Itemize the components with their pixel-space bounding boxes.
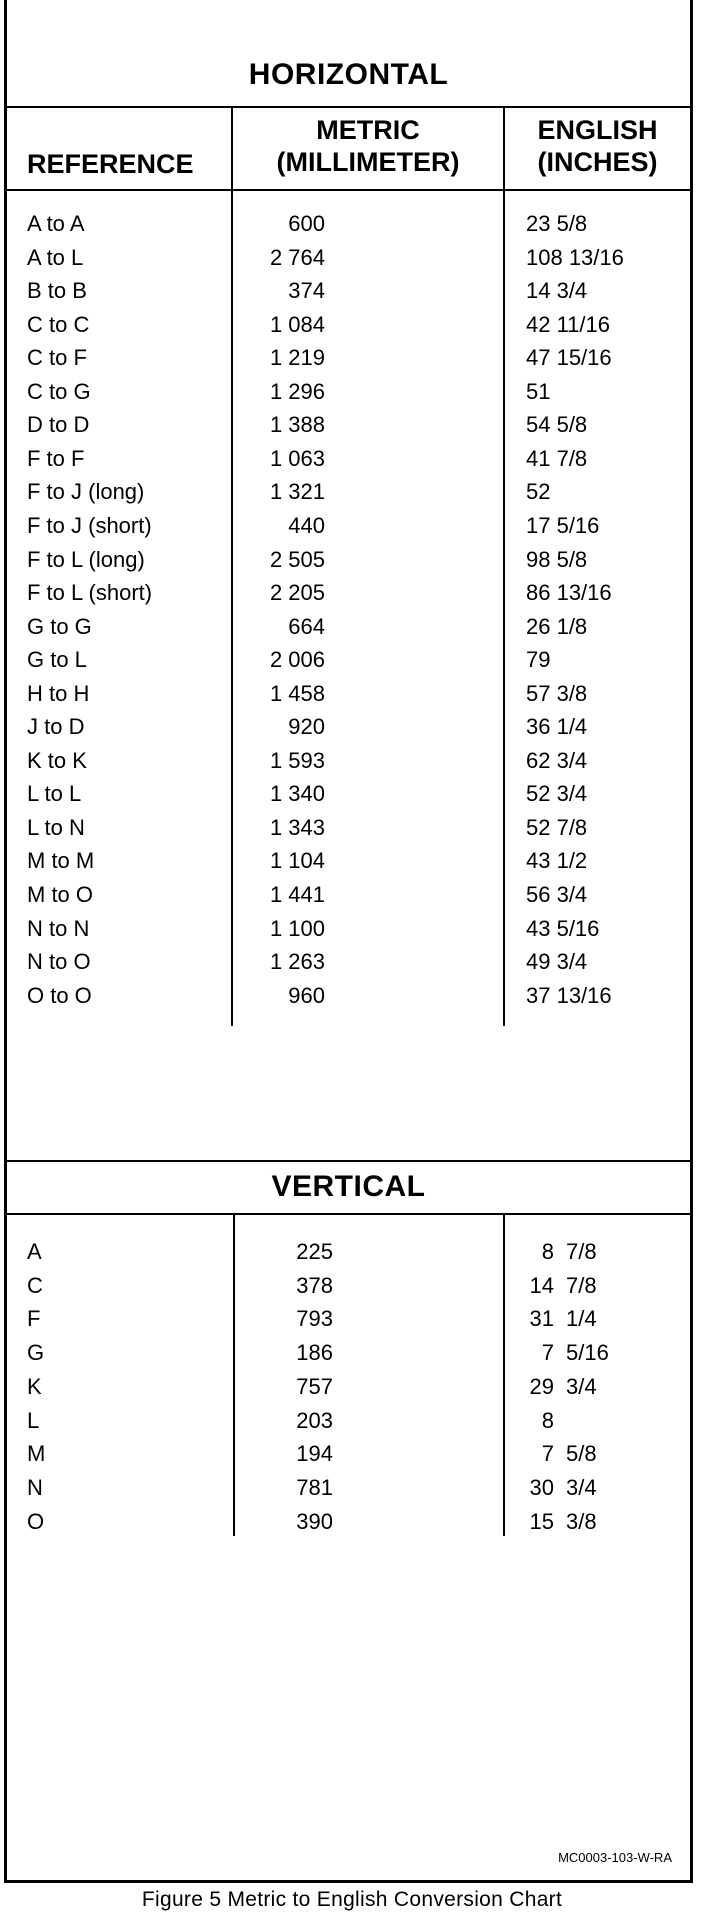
metric-cell: 664 — [288, 613, 325, 639]
reference-column-header: REFERENCE — [27, 149, 194, 179]
table-row — [7, 811, 690, 845]
reference-cell: F to J (long) — [27, 479, 145, 505]
metric-cell: 2 006 — [269, 647, 325, 673]
metric-cell: 2 205 — [269, 580, 325, 606]
table-row — [7, 475, 690, 509]
reference-cell: F to F — [27, 445, 85, 471]
english-cell: 47 15/16 — [526, 345, 612, 371]
english-whole-cell: 8 — [541, 1407, 554, 1433]
english-cell: 56 3/4 — [526, 882, 588, 907]
reference-cell: M to M — [27, 848, 95, 874]
metric-cell: 1 104 — [269, 848, 325, 874]
metric-cell: 600 — [288, 211, 325, 236]
figure-code: MC0003-103-W-RA — [558, 1850, 672, 1865]
reference-cell: K to K — [27, 747, 87, 773]
reference-cell: N to O — [27, 949, 91, 975]
reference-cell: A — [27, 1239, 42, 1264]
metric-cell: 186 — [296, 1340, 333, 1366]
reference-cell: L to L — [27, 781, 82, 807]
metric-cell: 225 — [296, 1239, 333, 1264]
metric-cell: 1 321 — [269, 479, 325, 505]
table-row — [7, 274, 690, 308]
english-cell: 52 3/4 — [526, 781, 588, 807]
english-cell: 14 3/4 — [526, 278, 588, 304]
table-row — [7, 1235, 690, 1269]
metric-cell: 1 296 — [269, 378, 325, 404]
english-fraction-cell: 5/8 — [566, 1441, 597, 1467]
english-whole-cell: 7 — [541, 1441, 554, 1467]
table-row — [7, 912, 690, 946]
table-row — [7, 341, 690, 375]
horizontal-title-divider — [7, 106, 690, 108]
english-cell: 98 5/8 — [526, 546, 588, 572]
metric-cell: 1 458 — [269, 680, 325, 706]
vertical-title-divider — [7, 1213, 690, 1215]
table-row — [7, 375, 690, 409]
table-row — [7, 308, 690, 342]
table-row — [7, 1269, 690, 1303]
reference-cell: H to H — [27, 680, 90, 706]
metric-cell: 1 441 — [269, 882, 325, 907]
table-row — [7, 643, 690, 677]
table-row — [7, 207, 690, 241]
english-cell: 36 1/4 — [526, 714, 588, 740]
english-whole-cell: 15 — [529, 1508, 554, 1534]
metric-cell: 781 — [296, 1474, 333, 1500]
metric-cell: 793 — [296, 1306, 333, 1332]
english-cell: 54 5/8 — [526, 412, 588, 438]
reference-cell: G — [27, 1340, 45, 1366]
metric-header-line2: (MILLIMETER) — [276, 147, 460, 177]
table-row — [7, 1336, 690, 1370]
figure-caption: Figure 5 Metric to English Conversion Chart — [141, 1888, 563, 1911]
metric-cell: 378 — [296, 1272, 333, 1298]
english-cell: 23 5/8 — [526, 211, 588, 236]
english-whole-cell: 30 — [529, 1474, 554, 1500]
table-row — [7, 744, 690, 778]
metric-cell: 1 263 — [269, 949, 325, 975]
english-cell: 37 13/16 — [526, 982, 612, 1008]
english-cell: 17 5/16 — [526, 512, 600, 538]
reference-cell: M to O — [27, 882, 94, 907]
table-row — [7, 1370, 690, 1404]
metric-cell: 203 — [296, 1407, 333, 1433]
reference-cell: C to G — [27, 378, 91, 404]
reference-cell: G to L — [27, 647, 87, 673]
table-row — [7, 543, 690, 577]
reference-cell: K — [27, 1373, 42, 1399]
table-row — [7, 1404, 690, 1438]
english-cell: 26 1/8 — [526, 613, 588, 639]
english-whole-cell: 31 — [529, 1306, 554, 1332]
english-cell: 51 — [526, 378, 551, 404]
english-cell: 43 1/2 — [526, 848, 588, 874]
english-whole-cell: 29 — [529, 1373, 554, 1399]
vertical-section-title: VERTICAL — [271, 1170, 426, 1203]
english-fraction-cell: 1/4 — [566, 1306, 597, 1332]
reference-cell: C to C — [27, 311, 90, 337]
reference-cell: L — [27, 1407, 40, 1433]
table-row — [7, 844, 690, 878]
metric-cell: 390 — [296, 1508, 333, 1534]
reference-cell: F — [27, 1306, 41, 1332]
english-cell: 79 — [526, 647, 551, 673]
reference-cell: O to O — [27, 982, 92, 1008]
metric-cell: 1 063 — [269, 445, 325, 471]
english-cell: 108 13/16 — [526, 244, 624, 270]
english-column-header — [505, 114, 690, 178]
reference-cell: F to L (short) — [27, 580, 153, 606]
english-cell: 43 5/16 — [526, 915, 600, 941]
metric-cell: 1 388 — [269, 412, 325, 438]
table-row — [7, 610, 690, 644]
table-row — [7, 677, 690, 711]
reference-cell: C — [27, 1272, 43, 1298]
table-row — [7, 1471, 690, 1505]
table-row — [7, 241, 690, 275]
reference-cell: D to D — [27, 412, 90, 438]
english-fraction-cell: 3/4 — [566, 1474, 597, 1500]
english-whole-cell: 7 — [541, 1340, 554, 1366]
table-row — [7, 777, 690, 811]
reference-cell: F to L (long) — [27, 546, 145, 572]
reference-cell: J to D — [27, 714, 85, 740]
horizontal-section-title: HORIZONTAL — [248, 58, 449, 91]
metric-cell: 194 — [296, 1441, 333, 1467]
english-fraction-cell: 3/8 — [566, 1508, 597, 1534]
table-row — [7, 1302, 690, 1336]
metric-cell: 2 505 — [269, 546, 325, 572]
conversion-chart-frame — [4, 0, 693, 1883]
reference-cell: N — [27, 1474, 43, 1500]
metric-cell: 757 — [296, 1373, 333, 1399]
metric-cell: 2 764 — [269, 244, 325, 270]
metric-cell: 1 084 — [269, 311, 325, 337]
metric-cell: 1 100 — [269, 915, 325, 941]
table-row — [7, 1437, 690, 1471]
english-fraction-cell: 5/16 — [566, 1340, 609, 1366]
english-header-line2: (INCHES) — [537, 147, 658, 177]
metric-cell: 440 — [288, 512, 325, 538]
reference-cell: G to G — [27, 613, 92, 639]
english-header-line1: ENGLISH — [537, 115, 658, 145]
english-cell: 86 13/16 — [526, 580, 612, 606]
table-row — [7, 710, 690, 744]
english-whole-cell: 14 — [529, 1272, 554, 1298]
metric-cell: 1 593 — [269, 747, 325, 773]
metric-header-line1: METRIC — [316, 115, 420, 145]
english-cell: 57 3/8 — [526, 680, 588, 706]
english-whole-cell: 8 — [541, 1239, 554, 1264]
reference-cell: B to B — [27, 278, 87, 304]
english-fraction-cell: 7/8 — [566, 1272, 597, 1298]
metric-cell: 1 219 — [269, 345, 325, 371]
table-row — [7, 509, 690, 543]
metric-cell: 960 — [288, 982, 325, 1008]
reference-cell: F to J (short) — [27, 512, 152, 538]
metric-cell: 920 — [288, 714, 325, 740]
english-cell: 62 3/4 — [526, 747, 588, 773]
english-cell: 49 3/4 — [526, 949, 588, 975]
english-fraction-cell: 7/8 — [566, 1239, 597, 1264]
reference-cell: N to N — [27, 915, 90, 941]
reference-cell: C to F — [27, 345, 87, 371]
metric-cell: 1 340 — [269, 781, 325, 807]
reference-cell: O — [27, 1508, 45, 1534]
reference-cell: L to N — [27, 814, 85, 840]
vertical-top-divider — [7, 1160, 690, 1162]
table-row — [7, 442, 690, 476]
english-cell: 42 11/16 — [526, 311, 611, 337]
table-row — [7, 945, 690, 979]
reference-cell: M — [27, 1441, 46, 1467]
table-row — [7, 878, 690, 912]
reference-cell: A to L — [27, 244, 84, 270]
table-row — [7, 576, 690, 610]
english-cell: 52 7/8 — [526, 814, 588, 840]
table-row — [7, 408, 690, 442]
reference-cell: A to A — [27, 211, 85, 236]
english-fraction-cell: 3/4 — [566, 1373, 597, 1399]
english-cell: 52 — [526, 479, 551, 505]
metric-cell: 374 — [288, 278, 325, 304]
metric-column-header — [233, 114, 503, 178]
english-cell: 41 7/8 — [526, 445, 588, 471]
table-row — [7, 1505, 690, 1539]
metric-cell: 1 343 — [269, 814, 325, 840]
table-row — [7, 979, 690, 1013]
horizontal-header-divider — [7, 189, 690, 191]
